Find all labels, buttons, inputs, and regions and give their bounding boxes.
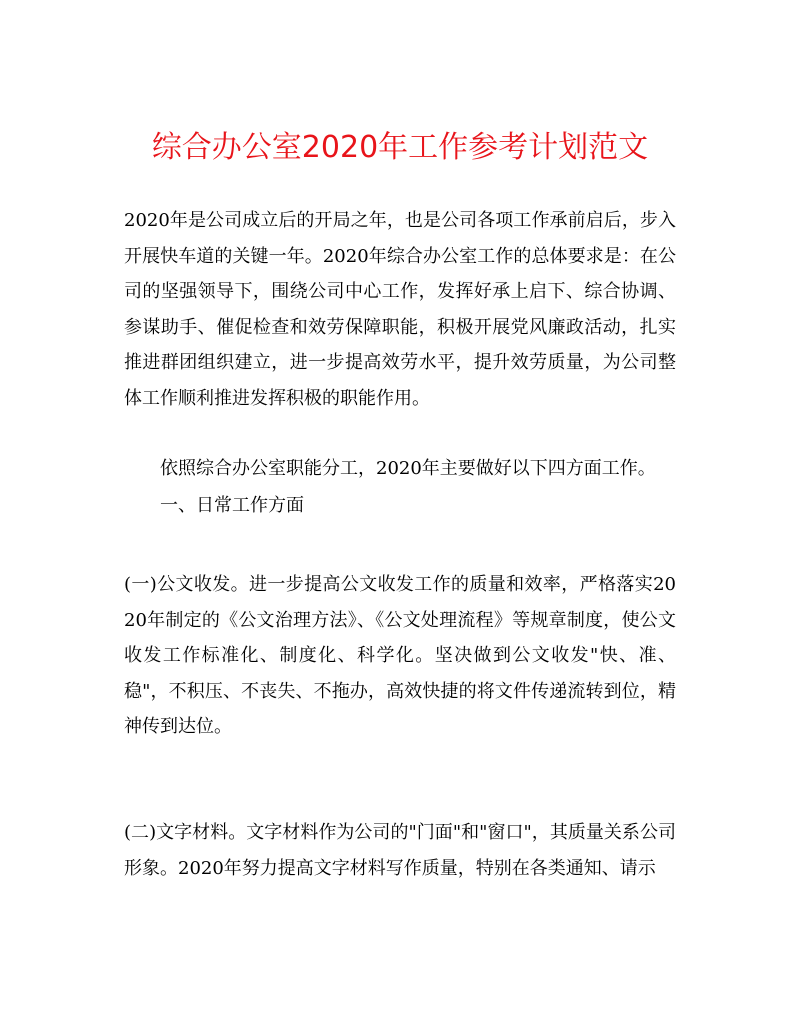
paragraph-intro: 2020年是公司成立后的开局之年，也是公司各项工作承前启后，步入开展快车道的关键一年。2020年综合办公室工作的总体要求是：在公司的坚强领导下，围绕公司中心工作，发挥好承上启下、综合协调、参谋助手、催促检查和效劳保障职能，积极开展党风廉政活动，扎实推进群团组织建立，进一步提高效劳水平，提升效劳质量，为公司整体工作顺利推进发挥积极的职能作用。 [124, 210, 676, 409]
paragraph-written-materials: (二)文字材料。文字材料作为公司的"门面"和"窗口"，其质量关系公司形象。2020年努力提高文字材料写作质量，特别在各类通知、请示 [124, 822, 676, 879]
document-title: 综合办公室2020年工作参考计划范文 [151, 130, 649, 166]
paragraph-document-handling: (一)公文收发。进一步提高公文收发工作的质量和效率，严格落实2020年制定的《公文治理方法》、《公文处理流程》等规章制度，使公文收发工作标准化、制度化、科学化。坚决做到公文收发"快、准、稳"，不积压、不丧失、不拖办，高效快捷的将文件传递流转到位，精神传到达位。 [124, 574, 676, 737]
section-heading-daily-work: 一、日常工作方面 [160, 495, 304, 516]
paragraph-overview: 依照综合办公室职能分工，2020年主要做好以下四方面工作。 [160, 458, 656, 479]
